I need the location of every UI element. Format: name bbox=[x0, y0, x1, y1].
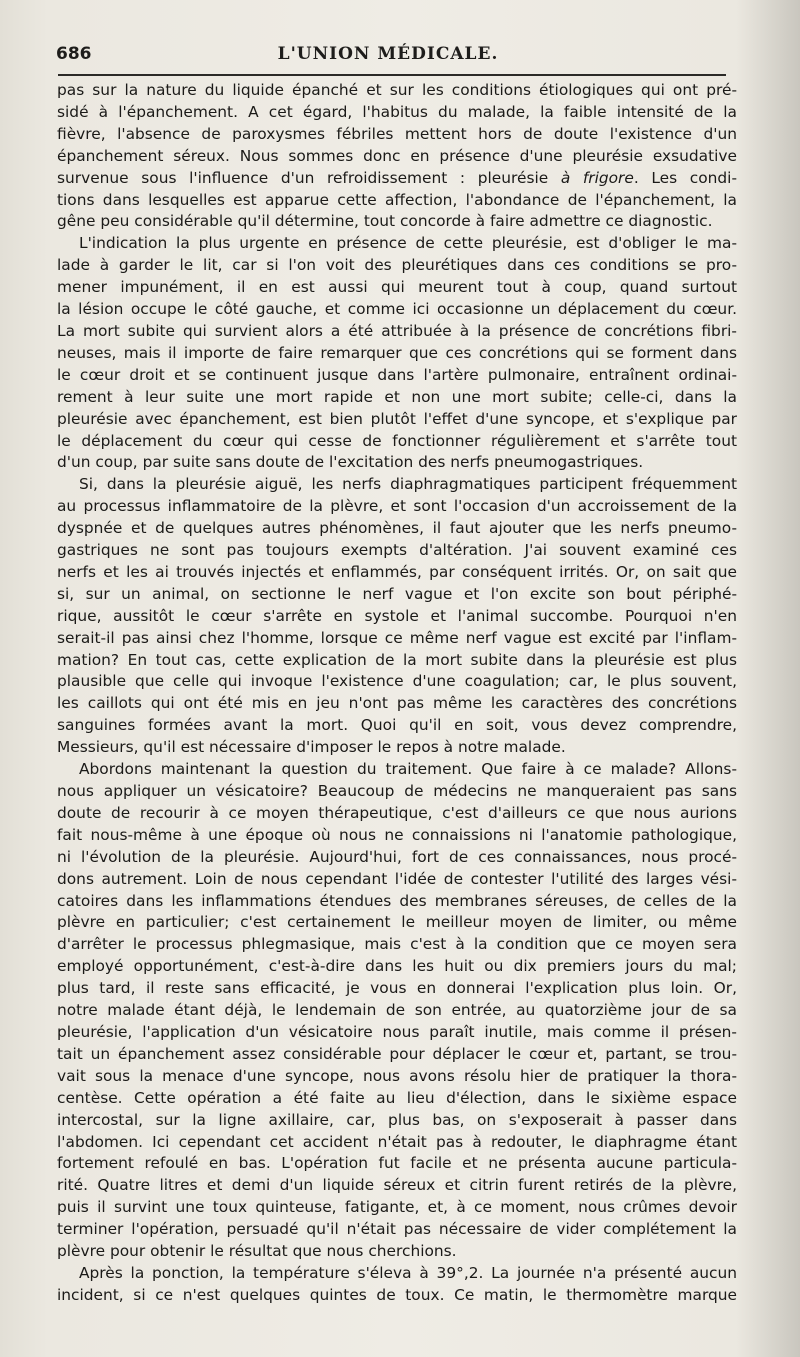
text-line: Après la ponction, la température s'éleva à 39°,2. La journée n'a présenté aucun bbox=[79, 1263, 737, 1282]
text-line: tait un épanchement assez considérable pour déplacer le cœur et, partant, se trou- bbox=[57, 1044, 737, 1063]
text-line: nous appliquer un vésicatoire? Beaucoup de médecins ne manqueraient pas sans bbox=[57, 782, 737, 800]
text-line: rique, aussitôt le cœur s'arrête en systole et l'animal succombe. Pourquoi n'en bbox=[57, 606, 737, 625]
text-line: intercostal, sur la ligne axillaire, car, plus bas, on s'exposerait à passer dans bbox=[57, 1110, 737, 1129]
text-line: mation? En tout cas, cette explication de la mort subite dans la pleurésie est plus bbox=[57, 650, 737, 669]
text-line: employé opportunément, c'est-à-dire dans les huit ou dix premiers jours du mal; bbox=[57, 957, 737, 976]
text-line: gêne peu considérable qu'il détermine, tout concorde à faire admettre ce diagnostic. bbox=[57, 212, 713, 231]
text-line: la lésion occupe le côté gauche, et comme ici occasionne un déplacement du cœur. bbox=[57, 300, 737, 319]
text-line: tions dans lesquelles est apparue cette affection, l'abondance de l'épanchement, la bbox=[57, 190, 737, 209]
article-body bbox=[57, 80, 737, 1307]
text-line: survenue sous l'influence d'un refroidissement : pleurésie à frigore. Les condi- bbox=[57, 168, 737, 187]
text-line: fortement refoulé en bas. L'opération fut facile et ne présenta aucune particula- bbox=[57, 1154, 737, 1173]
text-line: plausible que celle qui invoque l'existence d'une coagulation; car, le plus souvent, bbox=[57, 672, 737, 691]
text-line: si, sur un animal, on sectionne le nerf vague et l'on excite son bout périphé- bbox=[57, 584, 737, 603]
text-line: vait sous la menace d'une syncope, nous avons résolu hier de pratiquer la thora- bbox=[57, 1066, 737, 1085]
text-line: catoires dans les inflammations étendues des membranes séreuses, de celles de la bbox=[57, 891, 737, 910]
text-line: le cœur droit et se continuent jusque dans l'artère pulmonaire, entraînent ordinai- bbox=[57, 365, 737, 384]
text-line: gastriques ne sont pas toujours exempts d'altération. J'ai souvent examiné ces bbox=[57, 541, 737, 560]
text-line: fièvre, l'absence de paroxysmes fébriles mettent hors de doute l'existence d'un bbox=[57, 124, 737, 143]
text-line: l'abdomen. Ici cependant cet accident n'était pas à redouter, le diaphragme étant bbox=[57, 1132, 737, 1151]
text-line: rement à leur suite une mort rapide et non une mort subite; celle-ci, dans la bbox=[57, 387, 737, 406]
text-line: pleurésie, l'application d'un vésicatoire nous paraît inutile, mais comme il présen- bbox=[57, 1022, 737, 1041]
text-line: épanchement séreux. Nous sommes donc en présence d'une pleurésie exsudative bbox=[57, 146, 737, 165]
paragraph bbox=[57, 1263, 737, 1307]
text-line: doute de recourir à ce moyen thérapeutique, c'est d'ailleurs ce que nous aurions bbox=[57, 803, 737, 822]
text-line: dyspnée et de quelques autres phénomènes, il faut ajouter que les nerfs pneumo- bbox=[57, 519, 737, 538]
text-line: plus tard, il reste sans efficacité, je vous en donnerai l'explication plus loin. Or, bbox=[57, 979, 737, 998]
text-line: Messieurs, qu'il est nécessaire d'imposer le repos à notre malade. bbox=[57, 738, 566, 757]
text-line: d'arrêter le processus phlegmasique, mais c'est à la condition que ce moyen sera bbox=[57, 935, 737, 954]
text-line: pleurésie avec épanchement, est bien plutôt l'effet d'une syncope, et s'explique par bbox=[57, 409, 737, 428]
text-line: rité. Quatre litres et demi d'un liquide séreux et citrin furent retirés de la plèvre, bbox=[57, 1176, 737, 1195]
text-line: serait-il pas ainsi chez l'homme, lorsque ce même nerf vague est excité par l'inflam- bbox=[57, 628, 737, 647]
text-line: lade à garder le lit, car si l'on voit des pleurétiques dans ces conditions se pro- bbox=[57, 256, 737, 275]
paragraph bbox=[57, 474, 737, 759]
text-line: Si, dans la pleurésie aiguë, les nerfs diaphragmatiques participent fréquemment bbox=[79, 475, 737, 494]
text-line: les caillots qui ont été mis en jeu n'ont pas même les caractères des concrétions bbox=[57, 694, 737, 713]
paragraph bbox=[57, 80, 737, 233]
text-line: notre malade étant déjà, le lendemain de son entrée, au quatorzième jour de sa bbox=[57, 1001, 737, 1020]
text-line: au processus inflammatoire de la plèvre, et sont l'occasion d'un accroissement de la bbox=[57, 497, 737, 516]
text-line: ni l'évolution de la pleurésie. Aujourd'hui, fort de ces connaissances, nous procé- bbox=[57, 847, 737, 866]
text-line: pas sur la nature du liquide épanché et sur les conditions étiologiques qui ont pré- bbox=[57, 81, 737, 99]
text-line: neuses, mais il importe de faire remarquer que ces concrétions qui se forment dans bbox=[57, 343, 737, 362]
paragraph bbox=[57, 759, 737, 1263]
text-line: fait nous-même à une époque où nous ne connaissions ni l'anatomie pathologique, bbox=[57, 825, 737, 844]
text-line: plèvre en particulier; c'est certainement le meilleur moyen de limiter, ou même bbox=[57, 913, 737, 932]
text-line: incident, si ce n'est quelques quintes de toux. Ce matin, le thermomètre marque bbox=[57, 1285, 737, 1304]
text-line: plèvre pour obtenir le résultat que nous cherchions. bbox=[57, 1242, 457, 1261]
header-rule bbox=[58, 74, 726, 76]
paragraph bbox=[57, 233, 737, 474]
text-line: dons autrement. Loin de nous cependant l'idée de contester l'utilité des larges vési- bbox=[57, 869, 737, 888]
text-line: centèse. Cette opération a été faite au lieu d'élection, dans le sixième espace bbox=[57, 1088, 737, 1107]
text-line: mener impunément, il en est aussi qui meurent tout à coup, quand surtout bbox=[57, 278, 737, 297]
page-header bbox=[52, 40, 724, 70]
text-line: sanguines formées avant la mort. Quoi qu'il en soit, vous devez comprendre, bbox=[57, 716, 737, 735]
italic-term: à frigore bbox=[560, 168, 634, 187]
text-line: Abordons maintenant la question du traitement. Que faire à ce malade? Allons- bbox=[79, 760, 737, 779]
text-line: nerfs et les ai trouvés injectés et enflammés, par conséquent irrités. Or, on sait que bbox=[57, 562, 737, 581]
text-line: d'un coup, par suite sans doute de l'excitation des nerfs pneumogastriques. bbox=[57, 453, 644, 472]
text-line: sidé à l'épanchement. A cet égard, l'habitus du malade, la faible intensité de la bbox=[57, 102, 737, 121]
text-line: La mort subite qui survient alors a été attribuée à la présence de concrétions fibri- bbox=[57, 321, 737, 340]
text-line: L'indication la plus urgente en présence de cette pleurésie, est d'obliger le ma- bbox=[79, 234, 737, 253]
text-line: le déplacement du cœur qui cesse de fonctionner régulièrement et s'arrête tout bbox=[57, 431, 737, 450]
text-line: puis il survint une toux quinteuse, fatigante, et, à ce moment, nous crûmes devoir bbox=[57, 1198, 737, 1217]
text-line: terminer l'opération, persuadé qu'il n'était pas nécessaire de vider complétement la bbox=[57, 1220, 737, 1239]
journal-title: L'UNION MÉDICALE. bbox=[277, 44, 499, 64]
page-number: 686 bbox=[56, 44, 92, 64]
